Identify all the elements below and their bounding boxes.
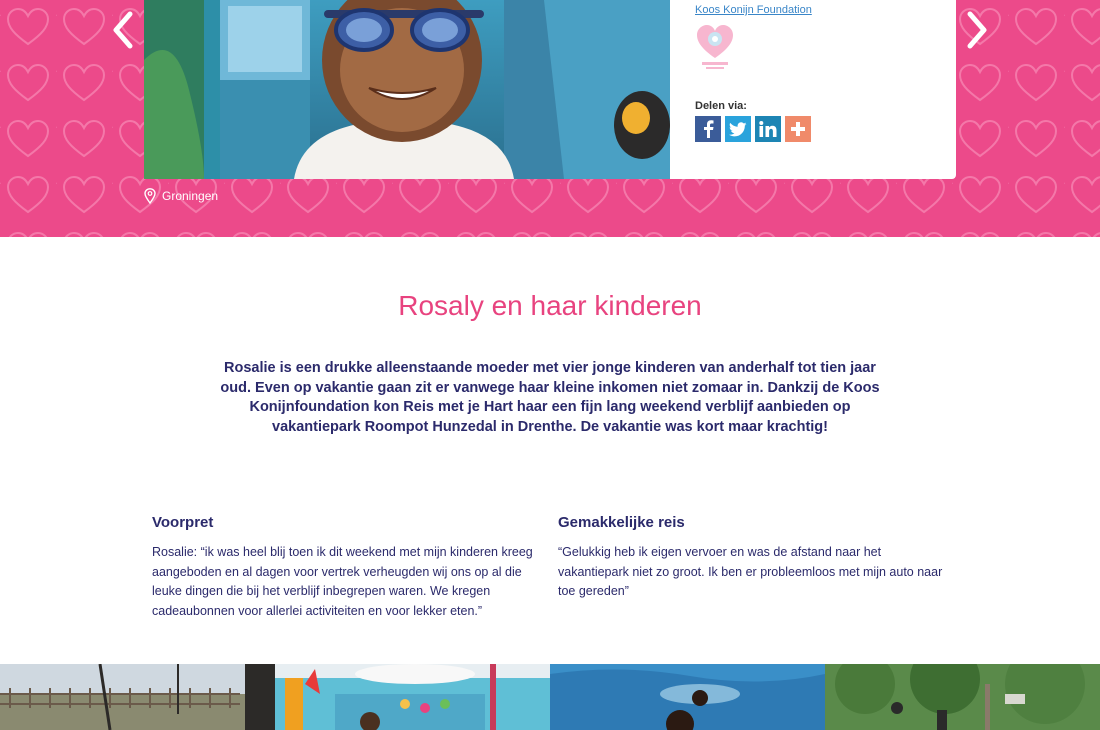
carousel-next-button[interactable]	[958, 6, 998, 54]
photo-swimming-pool	[550, 664, 825, 730]
foundation-link[interactable]: Koos Konijn Foundation	[695, 4, 812, 16]
photo-indoor-playroom	[275, 664, 550, 730]
gallery-photo-park-trees[interactable]	[825, 664, 1100, 730]
facebook-share-button[interactable]	[695, 116, 721, 142]
facebook-icon	[701, 120, 715, 138]
gallery-photo-indoor-playroom[interactable]	[275, 664, 550, 730]
column-heading: Gemakkelijke reis	[558, 514, 685, 531]
story-title: Rosaly en haar kinderen	[398, 290, 702, 321]
more-share-button[interactable]	[785, 116, 811, 142]
plus-icon	[790, 121, 806, 137]
column-text: Rosalie: “ik was heel blij toen ik dit weekend met mijn kinderen kreeg aangeboden en al dagen voor vertrek verheugden wij ons op al die leuke dingen die bij het verblijf inbegrepen waren. We kregen cadeaubonnen voor allerlei activiteiten en voor lekker eten.”	[152, 545, 533, 618]
gallery-photo-swimming-pool[interactable]	[550, 664, 825, 730]
map-pin-icon	[144, 188, 156, 204]
location-label	[144, 188, 218, 204]
photo-child-with-goggles	[144, 0, 670, 179]
column-heading: Voorpret	[152, 514, 214, 531]
carousel-prev-button[interactable]	[102, 6, 142, 54]
twitter-icon	[729, 122, 747, 137]
share-buttons	[695, 116, 811, 142]
linkedin-icon	[759, 121, 777, 137]
share-label: Delen via:	[695, 100, 747, 112]
hero-banner	[0, 0, 1100, 237]
photo-playground	[0, 664, 275, 730]
column-text: “Gelukkig heb ik eigen vervoer en was de afstand naar het vakantiepark niet zo groot. Ik ben er probleemloos met mijn auto naar toe gereden”	[558, 545, 943, 598]
chevron-left-icon	[110, 10, 134, 50]
info-card	[670, 0, 956, 179]
foundation-logo-icon	[694, 22, 736, 72]
location-text: Groningen	[162, 189, 219, 203]
story-column-voorpret	[152, 514, 537, 621]
hero-photo	[144, 0, 670, 179]
photo-gallery	[0, 664, 1100, 730]
chevron-right-icon	[966, 10, 990, 50]
twitter-share-button[interactable]	[725, 116, 751, 142]
gallery-photo-playground[interactable]	[0, 664, 275, 730]
story-column-reis	[558, 514, 943, 602]
photo-park-trees	[825, 664, 1100, 730]
story-intro: Rosalie is een drukke alleenstaande moeder met vier jonge kinderen van anderhalf tot tien jaar oud. Even op vakantie gaan zit er vanwege haar kleine inkomen niet zomaar in. Dankzij de Koos Konijnfoundation kon Reis met je Hart haar een fijn lang weekend verblijf aanbieden op vakantiepark Roompot Hunzedal in Drenthe. De vakantie was kort maar krachtig!	[220, 360, 880, 435]
linkedin-share-button[interactable]	[755, 116, 781, 142]
